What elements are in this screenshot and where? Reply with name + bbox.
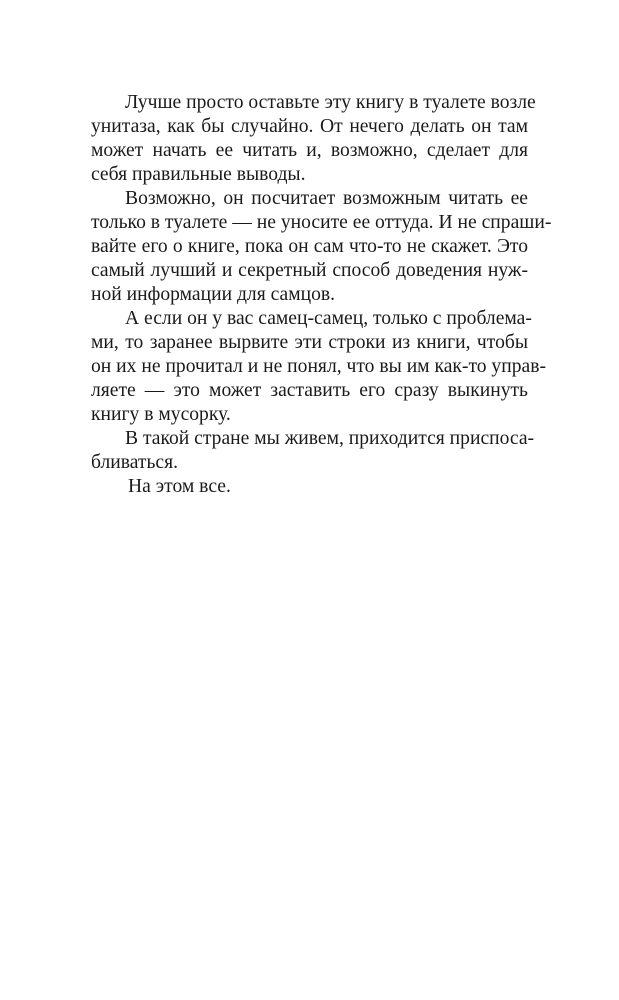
- text-line: ляете — это может заставить его сразу выкинуть: [91, 380, 528, 401]
- text-line: унитаза, как бы случайно. От нечего делать он там: [91, 116, 528, 137]
- paragraph-3: [91, 307, 546, 427]
- text-line: вайте его о книге, пока он сам что-то не скажет. Это: [91, 236, 528, 257]
- text-line: книгу в мусорку.: [91, 404, 231, 425]
- text-line: может начать ее читать и, возможно, сделает для: [91, 140, 528, 161]
- text-line: ной информации для самцов.: [91, 284, 336, 305]
- text-line: ми, то заранее вырвите эти строки из книги, чтобы: [91, 332, 528, 353]
- text-line: В такой стране мы живем, приходится приспоса-: [125, 428, 535, 449]
- closing-line: На этом все.: [128, 476, 231, 497]
- paragraph-1: [91, 91, 536, 187]
- paragraph-5: [91, 475, 528, 499]
- text-line: себя правильные выводы.: [91, 164, 306, 185]
- text-line: Возможно, он посчитает возможным читать ее: [125, 188, 528, 209]
- paragraph-2: [91, 187, 552, 307]
- text-line: бливаться.: [91, 452, 179, 473]
- paragraph-4: [91, 427, 535, 475]
- text-line: он их не прочитал и не понял, что вы им как-то управ-: [91, 356, 546, 377]
- text-line: только в туалете — не уносите ее оттуда. И не спраши-: [91, 212, 552, 233]
- text-line: А если он у вас самец-самец, только с проблема-: [125, 308, 532, 329]
- text-line: Лучше просто оставьте эту книгу в туалете возле: [125, 92, 536, 113]
- body-text: [91, 91, 552, 499]
- text-line: самый лучший и секретный способ доведения нуж-: [91, 260, 528, 281]
